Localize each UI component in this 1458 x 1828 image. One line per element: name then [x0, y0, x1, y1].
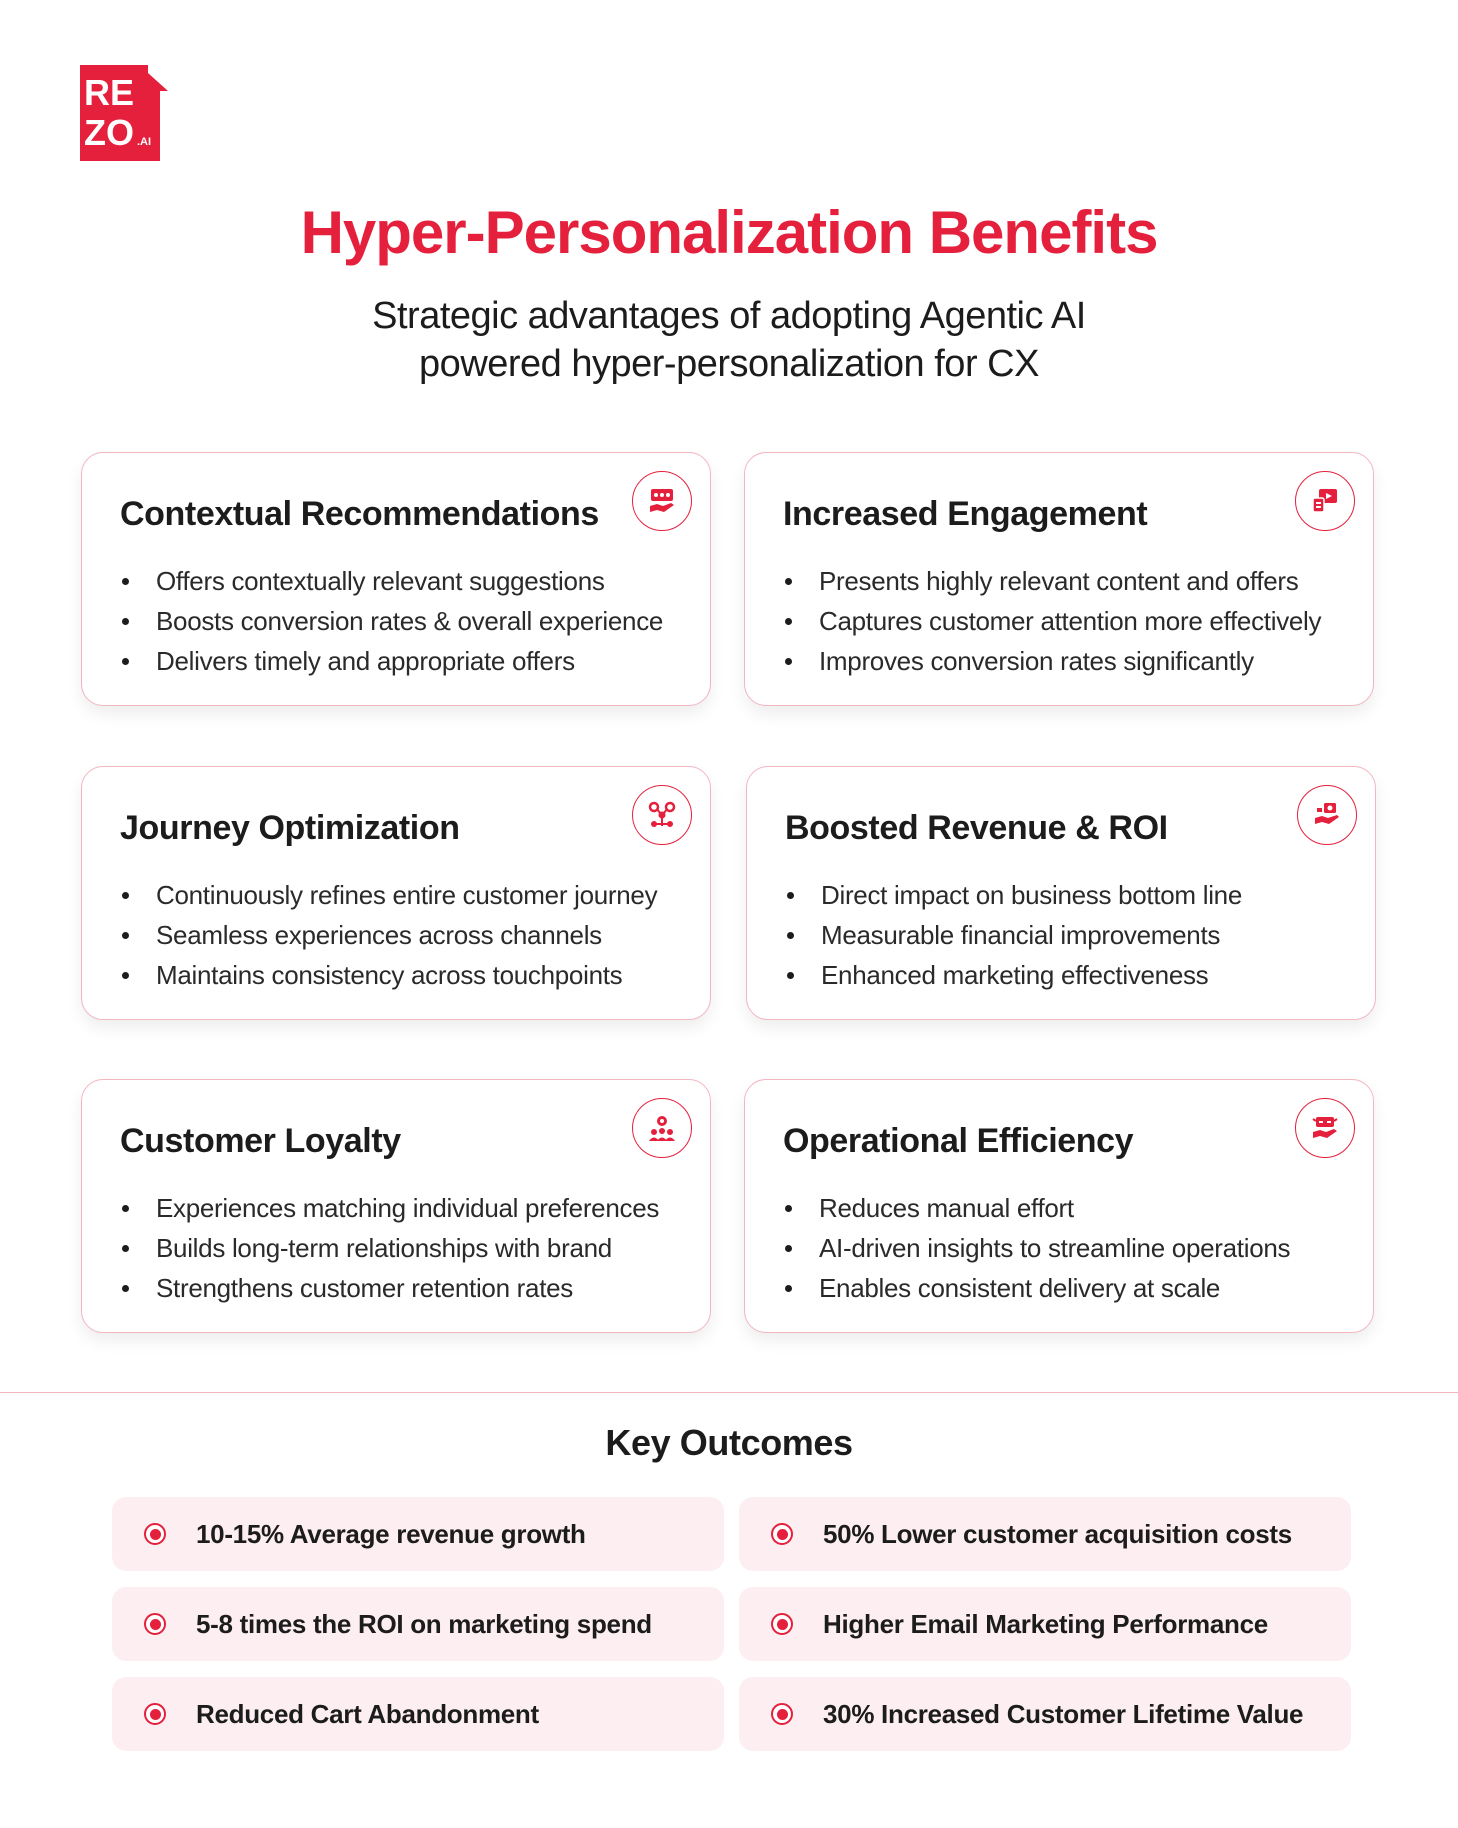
outcome-label: 5-8 times the ROI on marketing spend [196, 1608, 652, 1639]
list-item: Measurable financial improvements [785, 915, 1242, 955]
loyalty-icon [632, 1098, 692, 1158]
radio-dot-icon [771, 1523, 793, 1545]
outcome-item [739, 1497, 1351, 1571]
list-item: Enables consistent delivery at scale [783, 1268, 1290, 1308]
revenue-icon [1297, 785, 1357, 845]
list-item: Captures customer attention more effectively [783, 601, 1321, 641]
list-item: Offers contextually relevant suggestions [120, 561, 663, 601]
logo-line1: RE [84, 72, 135, 113]
card-title: Contextual Recommendations [120, 495, 599, 533]
list-item: Seamless experiences across channels [120, 915, 657, 955]
logo-line2: ZO [84, 112, 134, 153]
card-list [783, 1188, 1290, 1308]
card-title: Increased Engagement [783, 495, 1148, 533]
radio-dot-icon [144, 1523, 166, 1545]
card-customer-loyalty [81, 1079, 711, 1333]
list-item: Enhanced marketing effectiveness [785, 955, 1242, 995]
card-operational-efficiency [744, 1079, 1374, 1333]
radio-dot-icon [771, 1613, 793, 1635]
recommendation-icon [632, 471, 692, 531]
card-boosted-revenue [746, 766, 1376, 1020]
journey-icon [632, 785, 692, 845]
outcome-label: Higher Email Marketing Performance [823, 1608, 1268, 1639]
radio-dot-icon [144, 1613, 166, 1635]
card-list [785, 875, 1242, 995]
page-subtitle [0, 292, 1458, 388]
subtitle-line2: powered hyper-personalization for CX [419, 343, 1039, 385]
radio-dot-icon [771, 1703, 793, 1725]
outcome-label: Reduced Cart Abandonment [196, 1698, 539, 1729]
card-title: Customer Loyalty [120, 1122, 401, 1160]
outcome-item [112, 1587, 724, 1661]
outcome-item [112, 1677, 724, 1751]
section-divider [0, 1392, 1458, 1393]
list-item: AI-driven insights to streamline operations [783, 1228, 1290, 1268]
list-item: Boosts conversion rates & overall experience [120, 601, 663, 641]
engagement-icon [1295, 471, 1355, 531]
list-item: Improves conversion rates significantly [783, 641, 1321, 681]
outcome-label: 10-15% Average revenue growth [196, 1518, 586, 1549]
list-item: Strengthens customer retention rates [120, 1268, 659, 1308]
outcome-item [739, 1677, 1351, 1751]
rezo-logo [80, 65, 168, 161]
card-journey-optimization [81, 766, 711, 1020]
card-list [120, 1188, 659, 1308]
radio-dot-icon [144, 1703, 166, 1725]
card-increased-engagement [744, 452, 1374, 706]
card-list [783, 561, 1321, 681]
logo-suffix: .AI [137, 136, 152, 148]
list-item: Builds long-term relationships with brand [120, 1228, 659, 1268]
card-title: Operational Efficiency [783, 1122, 1134, 1160]
outcome-item [112, 1497, 724, 1571]
outcome-label: 30% Increased Customer Lifetime Value [823, 1698, 1304, 1729]
outcome-item [739, 1587, 1351, 1661]
key-outcomes-title: Key Outcomes [605, 1422, 853, 1463]
subtitle-line1: Strategic advantages of adopting Agentic AI [372, 295, 1086, 337]
page-title: Hyper-Personalization Benefits [300, 199, 1158, 266]
card-title: Journey Optimization [120, 809, 460, 847]
list-item: Delivers timely and appropriate offers [120, 641, 663, 681]
list-item: Reduces manual effort [783, 1188, 1290, 1228]
outcome-label: 50% Lower customer acquisition costs [823, 1518, 1292, 1549]
list-item: Maintains consistency across touchpoints [120, 955, 657, 995]
card-list [120, 875, 657, 995]
card-contextual-recommendations [81, 452, 711, 706]
list-item: Direct impact on business bottom line [785, 875, 1242, 915]
list-item: Presents highly relevant content and offers [783, 561, 1321, 601]
list-item: Continuously refines entire customer journey [120, 875, 657, 915]
list-item: Experiences matching individual preferences [120, 1188, 659, 1228]
card-title: Boosted Revenue & ROI [785, 809, 1168, 847]
efficiency-icon [1295, 1098, 1355, 1158]
card-list [120, 561, 663, 681]
